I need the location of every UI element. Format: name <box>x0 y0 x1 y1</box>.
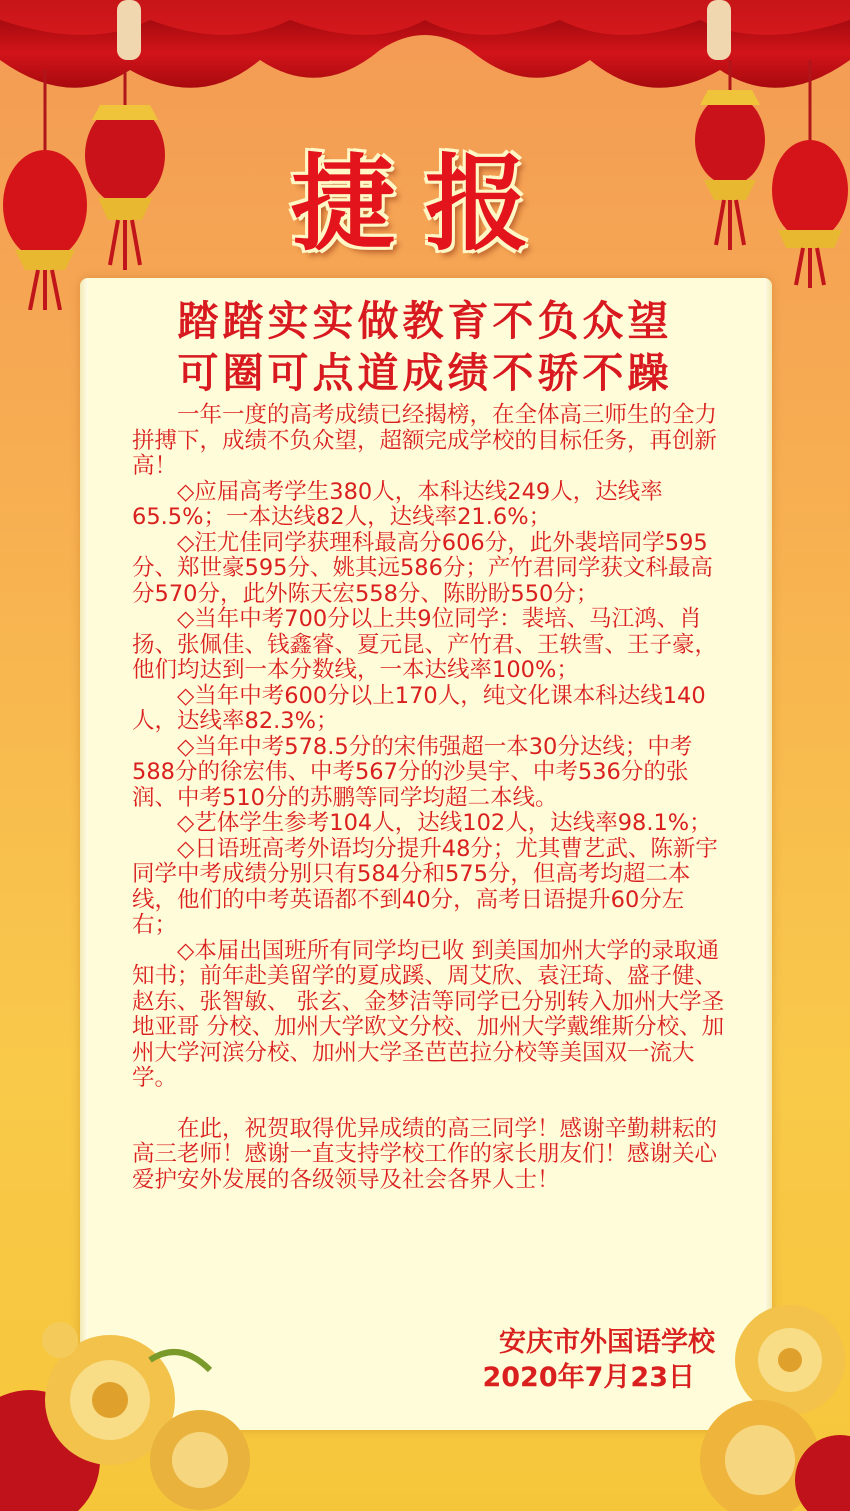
paragraph-item: ◇艺体学生参考104人，达线102人，达线率98.1%； <box>177 810 712 836</box>
paragraph-item: ◇日语班高考外语均分提升48分；尤其曹艺武、陈新宇同学中考成绩分别只有584分和575分，但高考均超二本线，他们的中考英语都不到40分，高考日语提升60分左右； <box>132 835 718 938</box>
paragraph-item: ◇汪尤佳同学获理科最高分606分，此外裴培同学595分、郑世豪595分、姚其远586分；产竹君同学获文科最高分570分，此外陈天宏558分、陈盼盼550分； <box>132 529 713 607</box>
headline-line-2: 可圈可点道成绩不骄不躁 <box>177 349 673 397</box>
page-title: 捷报 <box>290 142 559 265</box>
peony-flowers-left-icon <box>0 1300 300 1511</box>
signature-school: 安庆市外国语学校 <box>499 1327 715 1358</box>
signature-date: 2020年7月23日 <box>482 1362 695 1393</box>
paragraph-item: ◇当年中考578.5分的宋伟强超一本30分达线；中考588分的徐宏伟、中考567分的沙昊宇、中考536分的张润、中考510分的苏鹏等同学均超二本线。 <box>132 733 693 811</box>
paragraph-intro: 一年一度的高考成绩已经揭榜，在全体高三师生的全力拼搏下，成绩不负众望，超额完成学校的目标任务，再创新高！ <box>132 402 718 479</box>
paragraph-item: ◇应届高考学生380人，本科达线249人，达线率65.5%；一本达线82人，达线率21.6%； <box>132 478 663 530</box>
announcement-body <box>132 403 728 1193</box>
paragraph-item: ◇本届出国班所有同学均已收 到美国加州大学的录取通知书；前年赴美留学的夏成蹊、周艾欣、袁汪琦、盛子健、赵东、张智敏、 张玄、金梦洁等同学已分别转入加州大学圣地亚哥 分校、加州大学欧文分校、加州大学戴维斯分校、加州大学河滨分校、加州大学圣芭芭拉分校等美国双一流大学。 <box>132 937 725 1091</box>
peony-flowers-right-icon <box>590 1300 850 1511</box>
paragraph-item: ◇当年中考700分以上共9位同学：裴培、马江鸿、肖扬、张佩佳、钱鑫睿、夏元昆、产竹君、王轶雪、王子豪，他们均达到一本分数线，一本达线率100%； <box>132 606 718 683</box>
paragraph-item: ◇当年中考600分以上170人，纯文化课本科达线140人，达线率82.3%； <box>132 682 706 734</box>
paragraph-closing: 在此，祝贺取得优异成绩的高三同学！感谢辛勤耕耘的高三老师！感谢一直支持学校工作的家长朋友们！感谢关心爱护安外发展的各级领导及社会各界人士！ <box>132 1115 718 1193</box>
headline-line-1: 踏踏实实做教育不负众望 <box>177 297 673 345</box>
